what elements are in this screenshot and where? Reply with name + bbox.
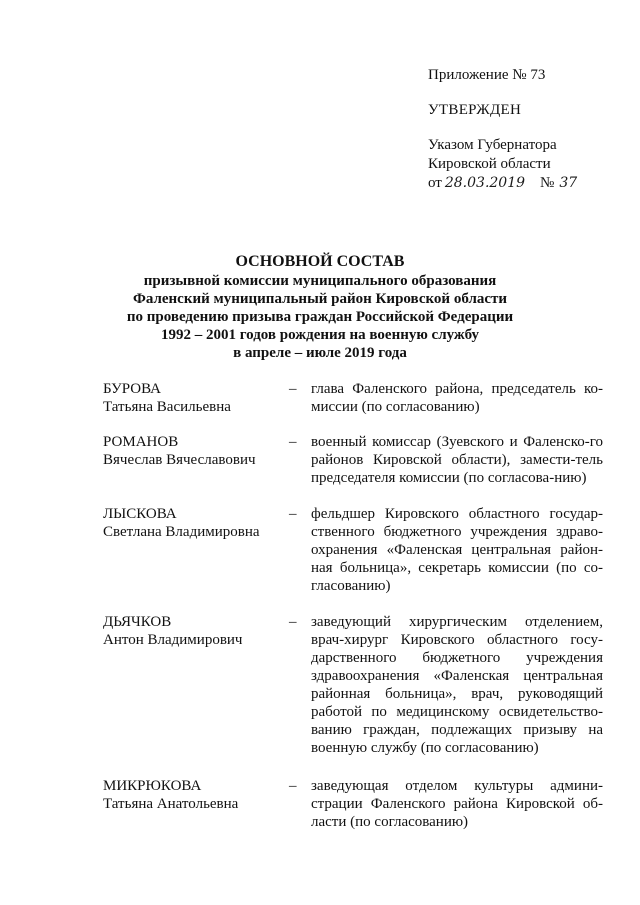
member-role: военный комиссар (Зуевского и Фаленско-го районов Кировской области), замести-тель председателя комиссии (по согласова-нию) bbox=[311, 434, 603, 486]
member-surname: ЛЫСКОВА bbox=[103, 506, 177, 522]
member-role: фельдшер Кировского областного государ-ственного бюджетного учреждения здраво-охранения «Фаленская центральная район-ная больница», секретарь комиссии (по со-гласованию) bbox=[311, 506, 603, 594]
member-row bbox=[103, 613, 603, 757]
heading-line: призывной комиссии муниципального образования bbox=[143, 273, 497, 289]
decree-line-2: Кировской области bbox=[428, 156, 551, 172]
member-dash: – bbox=[289, 778, 297, 794]
member-name bbox=[103, 505, 285, 595]
handwritten-date: 28.03.2019 bbox=[444, 175, 526, 191]
document-heading bbox=[100, 252, 540, 362]
member-dash: – bbox=[289, 434, 297, 450]
member-dash: – bbox=[289, 614, 297, 630]
member-given-name: Светлана Владимировна bbox=[103, 524, 260, 540]
member-row bbox=[103, 433, 603, 487]
approved-stamp-text: УТВЕРЖДЕН bbox=[428, 102, 522, 118]
member-row bbox=[103, 505, 603, 595]
member-given-name: Татьяна Анатольевна bbox=[103, 796, 239, 812]
heading-line: в апреле – июле 2019 года bbox=[233, 345, 407, 361]
appendix-number: Приложение № 73 bbox=[428, 67, 546, 83]
member-surname: БУРОВА bbox=[103, 381, 161, 397]
date-prefix: от bbox=[428, 175, 442, 191]
heading-line: 1992 – 2001 годов рождения на военную службу bbox=[160, 327, 480, 343]
member-surname: МИКРЮКОВА bbox=[103, 778, 202, 794]
decree-date-line bbox=[428, 174, 628, 193]
heading-line: по проведению призыва граждан Российской Федерации bbox=[126, 309, 514, 325]
member-name bbox=[103, 777, 285, 831]
document-title: ОСНОВНОЙ СОСТАВ bbox=[235, 253, 405, 270]
member-name bbox=[103, 433, 285, 487]
number-label: № bbox=[540, 175, 555, 191]
member-name bbox=[103, 613, 285, 757]
member-role: заведующая отделом культуры админи-страции Фаленского района Кировской об-ласти (по согласованию) bbox=[311, 778, 603, 830]
decree-line-1: Указом Губернатора bbox=[428, 137, 557, 153]
members-list bbox=[103, 380, 603, 831]
approval-block bbox=[428, 66, 628, 193]
member-given-name: Вячеслав Вячеславович bbox=[103, 452, 256, 468]
member-row bbox=[103, 380, 603, 416]
member-dash: – bbox=[289, 381, 297, 397]
member-dash: – bbox=[289, 506, 297, 522]
member-surname: ДЬЯЧКОВ bbox=[103, 614, 172, 630]
member-given-name: Антон Владимирович bbox=[103, 632, 243, 648]
handwritten-number: 37 bbox=[559, 175, 578, 191]
member-surname: РОМАНОВ bbox=[103, 434, 179, 450]
member-row bbox=[103, 777, 603, 831]
member-role: глава Фаленского района, председатель ко-миссии (по согласованию) bbox=[311, 381, 603, 415]
member-name bbox=[103, 380, 285, 416]
member-role: заведующий хирургическим отделением, врач-хирург Кировского областного госу-дарственного бюджетного учреждения здравоохранения «Фаленская центральная районная больница», врач, руководящий работой по медицинскому освидетельство-ванию граждан, подлежащих призыву на военную службу (по согласованию) bbox=[311, 614, 603, 756]
member-given-name: Татьяна Васильевна bbox=[103, 399, 231, 415]
heading-line: Фаленский муниципальный район Кировской области bbox=[132, 291, 508, 307]
